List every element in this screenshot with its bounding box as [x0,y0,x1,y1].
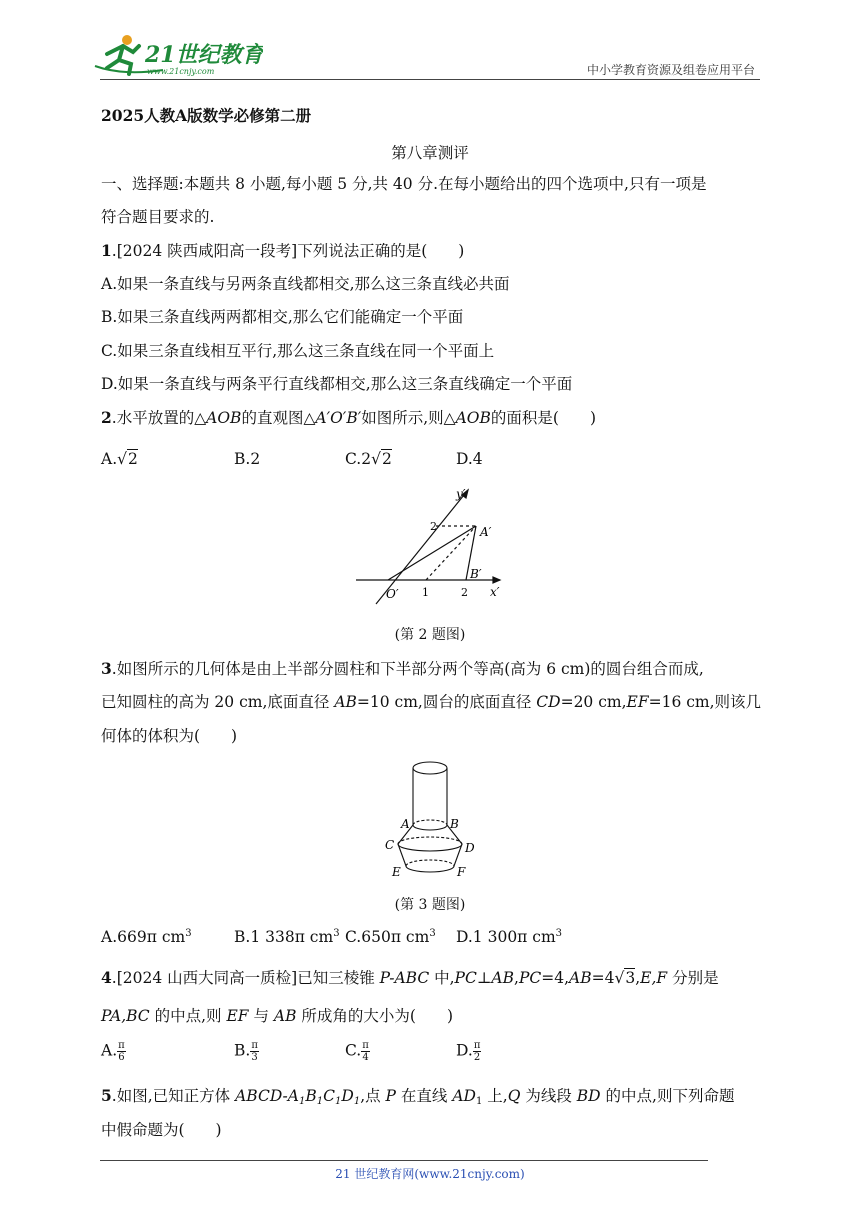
question-2-option-a: A.√2 [101,450,138,468]
site-logo[interactable] [93,32,263,76]
question-1-stem: 1.[2024 陕西咸阳高一段考]下列说法正确的是( ) [101,241,465,260]
question-3-caption: (第 3 题图) [394,897,466,913]
question-2-caption: (第 2 题图) [394,627,466,643]
x-axis-label: x′ [490,585,500,599]
question-2-figure [350,484,510,610]
header-divider [100,79,760,80]
y-tick-2: 2 [430,520,437,533]
question-3-figure [380,756,480,884]
question-2-option-c: C.2√2 [345,450,392,468]
question-2-stem: 2.水平放置的△AOB的直观图△A′O′B′如图所示,则△AOB的面积是( ) [101,408,596,427]
question-3-option-c: C.650π $cm^3$ [345,928,436,946]
question-1-option-d: D.如果一条直线与两条平行直线都相交,那么这三条直线确定一个平面 [101,375,573,393]
runner-logo-icon [93,32,263,76]
point-B-label: B′ [470,567,482,581]
question-3-option-b: B.1 338π $cm^3$ [234,928,340,946]
x-axis-arrow [493,577,500,583]
x-tick-2: 2 [461,586,468,599]
question-4-option-a: A. $\frac{\pi}{6}$ [101,1040,125,1063]
question-5-line2: 中假命题为( ) [101,1121,222,1139]
ab-front [413,825,447,830]
question-1-option-a: A.如果一条直线与另两条直线都相交,那么这三条直线必共面 [101,275,510,293]
x-tick-1: 1 [422,586,429,599]
document-title: 2025人教A版数学必修第二册 [101,106,312,125]
question-4-option-b: B. $\frac{\pi}{3}$ [234,1040,258,1063]
label-C: C [385,838,395,852]
origin-label: O′ [386,587,399,601]
question-3-line3: 何体的体积为( ) [101,727,238,745]
chapter-title: 第八章测评 [391,144,469,162]
label-A: A [401,817,410,831]
ef-front [406,866,454,872]
question-4-line2: PA,BC 的中点,则 EF 与 AB 所成角的大小为( ) [101,1007,454,1025]
ab-back [413,820,447,825]
cd-back [398,837,462,844]
label-F: F [457,865,466,879]
cd-front [398,844,462,851]
header-platform-text: 中小学教育资源及组卷应用平台 [586,63,755,77]
cylinder-top [413,762,447,774]
ef-back [406,860,454,866]
label-E: E [392,865,401,879]
question-3-line2: 已知圆柱的高为 20 cm,底面直径 AB=10 cm,圆台的底面直径 CD=20 cm,EF=16 cm,则该几 [101,693,762,711]
question-2-option-b: B.2 [234,450,261,468]
question-4-option-d: D. $\frac{\pi}{2}$ [456,1040,481,1063]
question-4-line1: 4.[2024 山西大同高一质检]已知三棱锥 P-ABC 中,PC⊥AB,PC=4,AB=4√3,E,F 分别是 [101,968,719,987]
question-1-option-b: B.如果三条直线两两都相交,那么它们能确定一个平面 [101,308,464,326]
label-B: B [450,817,459,831]
footer-link[interactable]: 21 世纪教育网(www.21cnjy.com) [335,1167,525,1181]
question-3-option-d: D.1 300π $cm^3$ [456,928,563,946]
question-4-option-c: C. $\frac{\pi}{4}$ [345,1040,369,1063]
question-3-line1: 3.如图所示的几何体是由上半部分圆柱和下半部分两个等高(高为 6 cm)的圆台组合而成, [101,659,704,678]
section-intro-line1: 一、选择题:本题共 8 小题,每小题 5 分,共 40 分.在每小题给出的四个选项中,只有一项是 [101,175,707,193]
y-axis-label: y′ [456,487,466,501]
point-A-label: A′ [480,525,492,539]
question-1-option-c: C.如果三条直线相互平行,那么这三条直线在同一个平面上 [101,342,495,360]
dashed-diagonal [426,526,476,580]
label-D: D [465,841,475,855]
question-3-option-a: A.669π $cm^3$ [101,928,192,946]
question-2-option-d: D.4 [456,450,483,468]
section-intro-line2: 符合题目要求的. [101,208,215,226]
footer-divider [100,1160,708,1161]
logo-text: 21世纪教育 [145,42,263,68]
logo-url: www.21cnjy.com [147,67,215,76]
question-5-line1: 5.如图,已知正方体 ABCD-$A_1B_1C_1D_1$,点 P 在直线 $AD_1$ 上,Q 为线段 BD 的中点,则下列命题 [101,1086,735,1107]
